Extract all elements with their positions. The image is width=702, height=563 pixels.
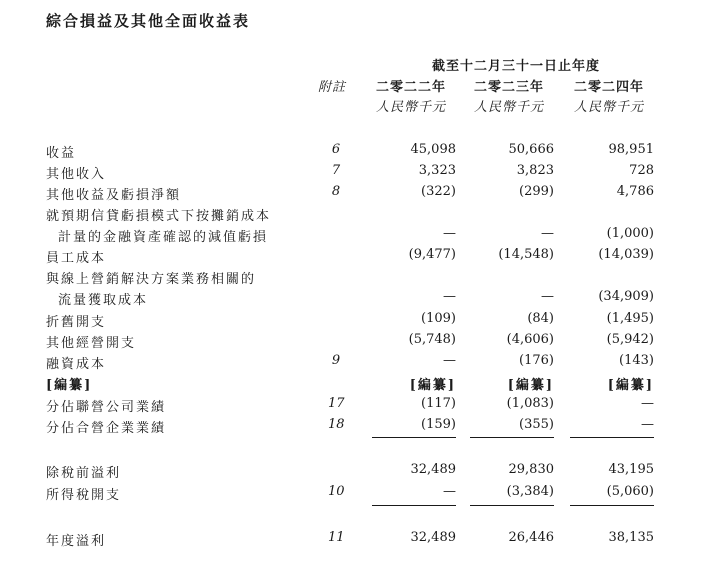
value-2023: 50,666 xyxy=(508,142,554,157)
value-2023: (3,384) xyxy=(506,484,554,499)
value-2023: — xyxy=(541,226,554,241)
value-2024: 728 xyxy=(629,163,654,178)
table-row xyxy=(0,268,702,289)
table-row xyxy=(0,163,702,184)
value-2023: (176) xyxy=(519,353,554,368)
row-label: 其他收益及虧損淨額 xyxy=(46,188,182,203)
table-row xyxy=(0,417,702,438)
value-2022: — xyxy=(443,484,456,499)
subtotal-rule-2023 xyxy=(470,437,554,438)
value-2024: 4,786 xyxy=(616,184,654,199)
row-label: 與線上營銷解決方案業務相關的 xyxy=(46,272,257,287)
value-2024: — xyxy=(641,396,654,411)
row-note: 11 xyxy=(328,530,345,545)
row-label: 收益 xyxy=(46,146,77,161)
value-2024: 98,951 xyxy=(608,142,654,157)
unit-header-2023: 人民幣千元 xyxy=(473,100,544,115)
year-header-2023: 二零二三年 xyxy=(473,80,544,95)
value-2023: (84) xyxy=(527,311,554,326)
value-2022: (322) xyxy=(421,184,456,199)
table-row xyxy=(0,311,702,332)
value-2023: 26,446 xyxy=(508,530,554,545)
value-2024: — xyxy=(641,417,654,432)
row-note: 7 xyxy=(331,163,341,178)
tax-rule-2024 xyxy=(570,505,654,506)
value-2024: 38,135 xyxy=(608,530,654,545)
row-label: 其他經營開支 xyxy=(46,336,137,351)
table-row xyxy=(0,247,702,268)
table-row xyxy=(0,142,702,163)
value-2023: (1,083) xyxy=(506,396,554,411)
row-label: [編纂] xyxy=(46,378,93,393)
table-row xyxy=(0,226,702,247)
row-label: 融資成本 xyxy=(46,357,107,372)
value-2024: [編纂] xyxy=(607,378,654,393)
value-2022: [編纂] xyxy=(409,378,456,393)
table-row xyxy=(0,332,702,353)
row-note: 9 xyxy=(331,353,341,368)
table-row xyxy=(0,184,702,205)
row-label: 折舊開支 xyxy=(46,315,107,330)
row-label: 員工成本 xyxy=(46,251,107,266)
row-label: 計量的金融資產確認的減值虧損 xyxy=(58,230,269,245)
row-label: 年度溢利 xyxy=(46,534,107,549)
row-label: 除稅前溢利 xyxy=(46,466,122,481)
row-label: 其他收入 xyxy=(46,167,107,182)
row-label: 流量獲取成本 xyxy=(58,293,149,308)
unit-header-2024: 人民幣千元 xyxy=(573,100,644,115)
table-row xyxy=(0,462,702,483)
table-row xyxy=(0,205,702,226)
value-2023: (4,606) xyxy=(506,332,554,347)
row-label: 所得稅開支 xyxy=(46,488,122,503)
value-2023: (299) xyxy=(519,184,554,199)
row-note: 18 xyxy=(328,417,345,432)
year-header-2022: 二零二二年 xyxy=(375,80,446,95)
table-row xyxy=(0,353,702,374)
value-2022: — xyxy=(443,289,456,304)
year-header-2024: 二零二四年 xyxy=(573,80,644,95)
value-2024: (5,942) xyxy=(606,332,654,347)
tax-rule-2023 xyxy=(470,505,554,506)
value-2022: (117) xyxy=(421,396,456,411)
value-2024: (1,495) xyxy=(606,311,654,326)
table-row xyxy=(0,396,702,417)
value-2022: (159) xyxy=(421,417,456,432)
value-2022: 32,489 xyxy=(410,462,456,477)
table-row xyxy=(0,484,702,505)
value-2022: (9,477) xyxy=(408,247,456,262)
value-2022: — xyxy=(443,226,456,241)
value-2024: (143) xyxy=(619,353,654,368)
table-row xyxy=(0,289,702,310)
statement-title: 綜合損益及其他全面收益表 xyxy=(46,12,251,30)
subtotal-rule-2024 xyxy=(570,437,654,438)
row-label: 就預期信貸虧損模式下按攤銷成本 xyxy=(46,209,272,224)
row-label: 分佔聯營公司業績 xyxy=(46,400,167,415)
subtotal-rule-2022 xyxy=(372,437,456,438)
row-note: 6 xyxy=(331,142,341,157)
value-2022: (109) xyxy=(421,311,456,326)
value-2023: (355) xyxy=(519,417,554,432)
tax-rule-2022 xyxy=(372,505,456,506)
value-2022: 45,098 xyxy=(410,142,456,157)
value-2022: 3,323 xyxy=(418,163,456,178)
value-2023: 29,830 xyxy=(508,462,554,477)
value-2023: — xyxy=(541,289,554,304)
value-2023: 3,823 xyxy=(516,163,554,178)
value-2023: (14,548) xyxy=(498,247,554,262)
value-2024: (14,039) xyxy=(598,247,654,262)
value-2024: (1,000) xyxy=(606,226,654,241)
value-2024: (5,060) xyxy=(606,484,654,499)
table-row xyxy=(0,374,702,395)
value-2022: 32,489 xyxy=(410,530,456,545)
value-2022: (5,748) xyxy=(408,332,456,347)
row-note: 8 xyxy=(331,184,341,199)
table-row xyxy=(0,530,702,551)
value-2022: — xyxy=(443,353,456,368)
note-column-header: 附註 xyxy=(318,80,347,95)
value-2024: (34,909) xyxy=(598,289,654,304)
value-2023: [編纂] xyxy=(507,378,554,393)
period-header: 截至十二月三十一日止年度 xyxy=(431,59,600,74)
value-2024: 43,195 xyxy=(608,462,654,477)
unit-header-2022: 人民幣千元 xyxy=(375,100,446,115)
row-note: 10 xyxy=(328,484,345,499)
row-note: 17 xyxy=(328,396,345,411)
row-label: 分佔合營企業業績 xyxy=(46,421,167,436)
